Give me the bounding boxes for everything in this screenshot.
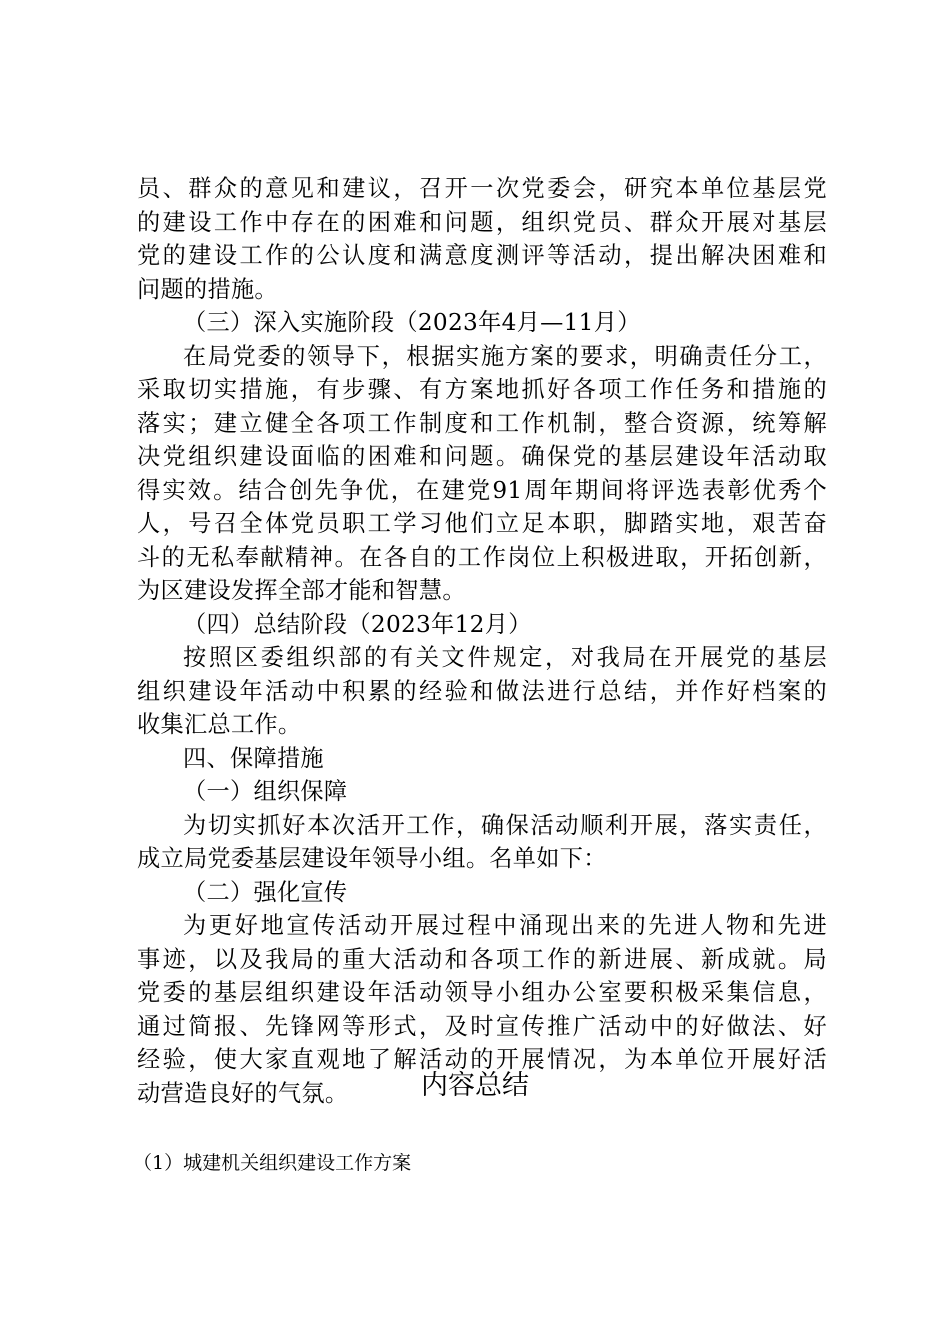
text-line: （四）总结阶段（2023年12月）	[183, 610, 532, 638]
text-line: 的建设工作中存在的困难和问题，组织党员、群众开展对基层	[137, 208, 827, 236]
summary-title: 内容总结	[421, 1070, 529, 1101]
text-line: 党委的基层组织建设年活动领导小组办公室要积极采集信息，	[137, 979, 827, 1006]
text-line: 党的建设工作的公认度和满意度测评等活动，提出解决困难和	[137, 242, 827, 269]
text-line: 四、保障措施	[183, 744, 324, 772]
text-line: 为更好地宣传活动开展过程中涌现出来的先进人物和先进	[183, 912, 827, 939]
text-line: 人，号召全体党员职工学习他们立足本职，脚踏实地，艰苦奋	[137, 510, 827, 537]
text-line: 组织建设年活动中积累的经验和做法进行总结，并作好档案的	[137, 677, 827, 705]
text-line: 经验，使大家直观地了解活动的开展情况，为本单位开展好活	[137, 1046, 827, 1073]
text-line: 为切实抓好本次活开工作，确保活动顺利开展，落实责任，	[183, 811, 827, 839]
text-line: 落实；建立健全各项工作制度和工作机制，整合资源，统筹解	[137, 409, 827, 437]
text-line: （一）组织保障	[183, 778, 348, 805]
text-line: 在局党委的领导下，根据实施方案的要求，明确责任分工，	[183, 342, 827, 370]
text-line: 通过简报、先锋网等形式，及时宣传推广活动中的好做法、好	[137, 1012, 827, 1040]
text-line: 问题的措施。	[137, 275, 278, 303]
text-line: 按照区委组织部的有关文件规定，对我局在开展党的基层	[183, 644, 827, 671]
text-line: （三）深入实施阶段（2023年4月—11月）	[183, 309, 641, 336]
text-line: 收集汇总工作。	[137, 711, 302, 738]
text-line: 采取切实措施，有步骤、有方案地抓好各项工作任务和措施的	[137, 376, 827, 403]
text-line: 为区建设发挥全部才能和智慧。	[137, 577, 466, 604]
text-line: （二）强化宣传	[183, 878, 348, 906]
summary-item: （1）城建机关组织建设工作方案	[133, 1152, 412, 1174]
text-line: 员、群众的意见和建议，召开一次党委会，研究本单位基层党	[137, 175, 827, 202]
text-line: 决党组织建设面临的困难和问题。确保党的基层建设年活动取	[137, 443, 827, 470]
text-line: 事迹，以及我局的重大活动和各项工作的新进展、新成就。局	[137, 945, 827, 973]
document-body	[137, 172, 827, 1110]
text-line: 动营造良好的气氛。	[137, 1079, 349, 1107]
text-line: 得实效。结合创先争优，在建党91周年期间将评选表彰优秀个	[137, 476, 827, 504]
text-line: 成立局党委基层建设年领导小组。名单如下：	[137, 845, 607, 872]
text-line: 斗的无私奉献精神。在各自的工作岗位上积极进取，开拓创新，	[137, 543, 827, 571]
